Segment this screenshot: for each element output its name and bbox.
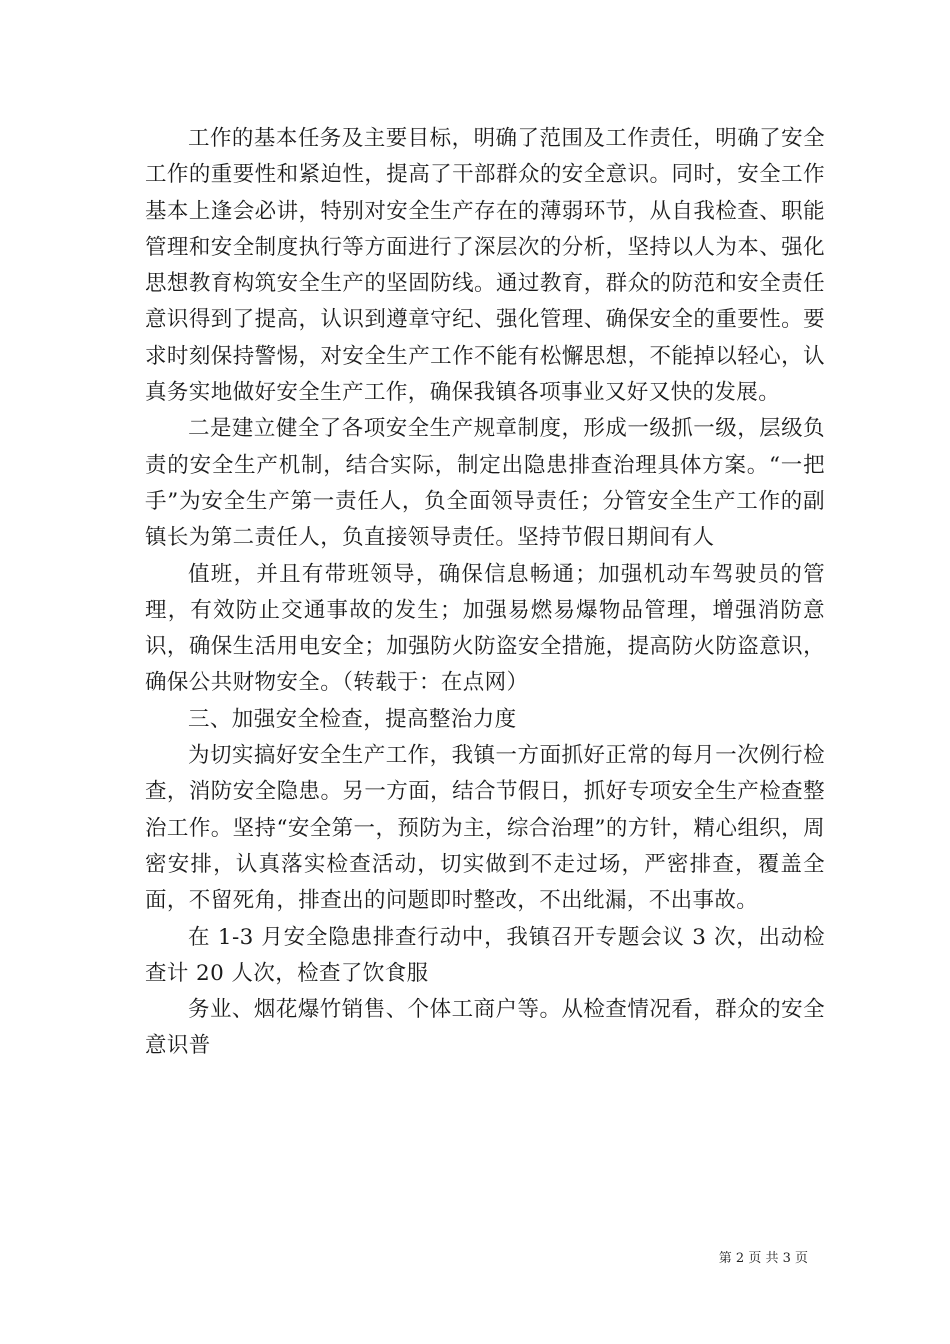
section-heading: 三、加强安全检查，提高整治力度: [188, 706, 517, 732]
paragraph-5: 为切实搞好安全生产工作，我镇一方面抓好正常的每月一次例行检查，消防安全隐患。另一方面，结合节假日，抓好专项安全生产检查整治工作。坚持“安全第一，预防为主，综合治理”的方针，精心组织，周密安排，认真落实检查活动，切实做到不走过场，严密排查，覆盖全面，不留死角，排查出的问题即时整改，不出纰漏，不出事故。: [145, 743, 825, 914]
paragraph-3: 值班，并且有带班领导，确保信息畅通；加强机动车驾驶员的管理，有效防止交通事故的发生；加强易燃易爆物品管理，增强消防意识，确保生活用电安全；加强防火防盗安全措施，提高防火防盗意识，确保公共财物安全。（转载于：在点网）: [145, 561, 825, 696]
paragraph-1: 工作的基本任务及主要目标，明确了范围及工作责任，明确了安全工作的重要性和紧迫性，提高了干部群众的安全意识。同时，安全工作基本上逢会必讲，特别对安全生产存在的薄弱环节，从自我检查、职能管理和安全制度执行等方面进行了深层次的分析，坚持以人为本、强化思想教育构筑安全生产的坚固防线。通过教育，群众的防范和安全责任意识得到了提高，认识到遵章守纪、强化管理、确保安全的重要性。要求时刻保持警惕，对安全生产工作不能有松懈思想，不能掉以轻心，认真务实地做好安全生产工作，确保我镇各项事业又好又快的发展。: [145, 126, 825, 406]
paragraph-6: 在 1-3 月安全隐患排查行动中，我镇召开专题会议 3 次，出动检查计 20 人次，检查了饮食服: [145, 924, 825, 986]
paragraph-2: 二是建立健全了各项安全生产规章制度，形成一级抓一级，层级负责的安全生产机制，结合实际，制定出隐患排查治理具体方案。“一把手”为安全生产第一责任人，负全面领导责任；分管安全生产工作的副镇长为第二责任人，负直接领导责任。坚持节假日期间有人: [145, 416, 825, 551]
paragraph-7: 务业、烟花爆竹销售、个体工商户等。从检查情况看，群众的安全意识普: [145, 997, 825, 1059]
page-number-footer: 第 2 页 共 3 页: [718, 1251, 808, 1266]
document-body: [145, 121, 825, 1065]
